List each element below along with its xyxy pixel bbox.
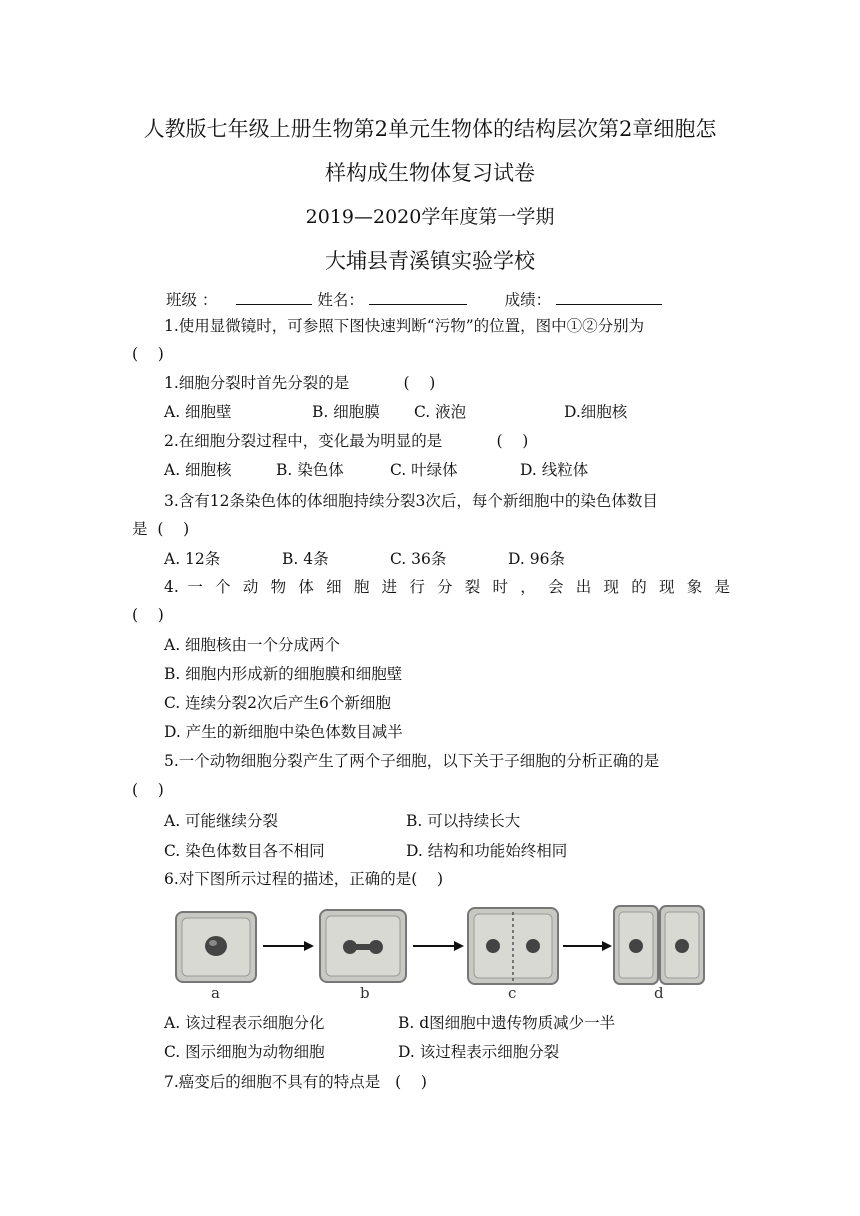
name-field[interactable] <box>369 288 467 305</box>
question-2-option-d: D. 线粒体 <box>520 461 589 479</box>
question-2-option-c: C. 叶绿体 <box>390 461 458 479</box>
question-3-option-a: A. 12条 <box>164 550 221 568</box>
question-1-option-d: D.细胞核 <box>564 403 628 421</box>
class-label: 班级 ： <box>166 291 218 309</box>
question-2-option-a: A. 细胞核 <box>164 461 232 479</box>
cell-d <box>614 906 704 984</box>
question-3-stem-line1: 3.含有12条染色体的体细胞持续分裂3次后，每个新细胞中的染色体数目 <box>164 492 658 510</box>
question-7-stem: 7.癌变后的细胞不具有的特点是 ( ) <box>164 1073 427 1091</box>
score-label: 成绩： <box>504 291 552 309</box>
score-field[interactable] <box>556 288 662 305</box>
question-4-option-b: B. 细胞内形成新的细胞膜和细胞壁 <box>164 665 403 683</box>
question-3-option-b: B. 4条 <box>282 550 329 568</box>
page-title-line1: 人教版七年级上册生物第2单元生物体的结构层次第2章细胞怎 <box>143 117 717 141</box>
student-info-row <box>166 288 662 311</box>
cell-b <box>320 910 406 982</box>
question-5-stem-line2: ( ) <box>132 781 164 799</box>
question-1-option-c: C. 液泡 <box>414 403 467 421</box>
question-6-option-b: B. d图细胞中遗传物质减少一半 <box>398 1014 616 1032</box>
question-5-option-a: A. 可能继续分裂 <box>164 812 279 830</box>
question-6-option-c: C. 图示细胞为动物细胞 <box>164 1043 325 1061</box>
question-2-option-b: B. 染色体 <box>276 461 344 479</box>
question-intro-line1: 1.使用显微镜时，可参照下图快速判断“污物”的位置，图中①②分别为 <box>164 317 645 335</box>
page-title-line2: 样构成生物体复习试卷 <box>325 161 535 185</box>
question-6-option-d: D. 该过程表示细胞分裂 <box>398 1043 560 1061</box>
class-field[interactable] <box>236 288 312 305</box>
arrow-c-to-d <box>563 941 612 951</box>
figure-label-b: b <box>360 984 370 1002</box>
question-1-option-b: B. 细胞膜 <box>312 403 380 421</box>
question-intro-line2: ( ) <box>132 345 164 363</box>
cell-c <box>468 908 558 984</box>
question-5-option-d: D. 结构和功能始终相同 <box>406 842 568 860</box>
arrow-a-to-b <box>263 941 314 951</box>
arrow-b-to-c <box>413 941 464 951</box>
cell-division-figure <box>170 898 710 1002</box>
cell-a <box>176 912 256 982</box>
question-3-stem-line2: 是 ( ) <box>132 520 190 538</box>
school-name: 大埔县青溪镇实验学校 <box>325 249 535 273</box>
name-label: 姓名： <box>317 291 364 309</box>
question-4-option-d: D. 产生的新细胞中染色体数目减半 <box>164 723 403 741</box>
question-6-stem: 6.对下图所示过程的描述，正确的是( ) <box>164 870 444 888</box>
figure-label-d: d <box>654 984 664 1002</box>
question-2-stem: 2.在细胞分裂过程中，变化最为明显的是 ( ) <box>164 432 529 450</box>
question-4-option-a: A. 细胞核由一个分成两个 <box>164 636 341 654</box>
question-3-option-c: C. 36条 <box>390 550 447 568</box>
figure-label-c: c <box>508 984 517 1002</box>
question-6-option-a: A. 该过程表示细胞分化 <box>164 1014 325 1032</box>
question-5-option-b: B. 可以持续长大 <box>406 812 521 830</box>
question-1-stem: 1.细胞分裂时首先分裂的是 ( ) <box>164 374 436 392</box>
question-1-option-a: A. 细胞壁 <box>164 403 232 421</box>
question-4-stem-line2: ( ) <box>132 606 164 624</box>
figure-label-a: a <box>211 984 220 1002</box>
school-year: 2019—2020学年度第一学期 <box>305 206 555 228</box>
question-4-option-c: C. 连续分裂2次后产生6个新细胞 <box>164 694 391 712</box>
question-4-stem-line1: 4. 一 个 动 物 体 细 胞 进 行 分 裂 时 ， 会 出 现 的 现 象 是 <box>164 578 730 596</box>
question-5-option-c: C. 染色体数目各不相同 <box>164 842 325 860</box>
question-3-option-d: D. 96条 <box>508 550 565 568</box>
question-5-stem-line1: 5.一个动物细胞分裂产生了两个子细胞，以下关于子细胞的分析正确的是 <box>164 752 660 770</box>
